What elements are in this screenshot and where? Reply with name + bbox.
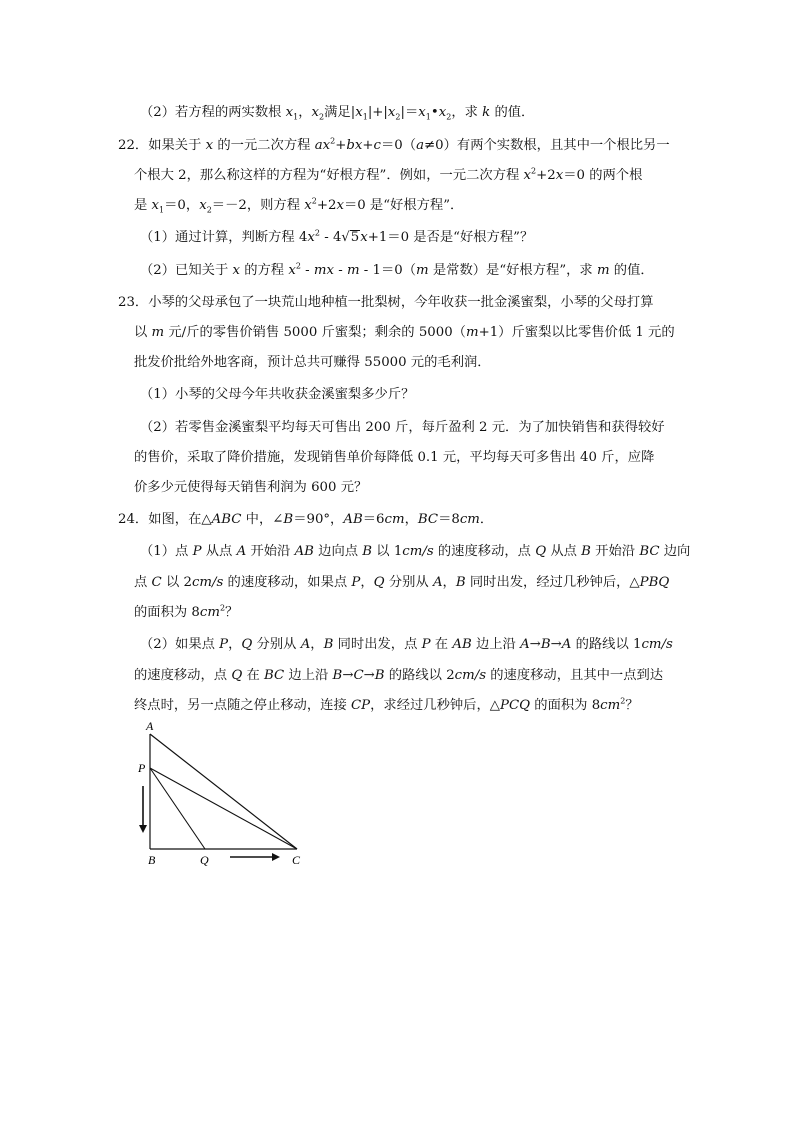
q24-part2-line2: 的速度移动，点 Q 在 BC 边上沿 B→C→B 的路线以 2cm/s 的速度移动，且其中一点到达 <box>134 668 664 683</box>
q22-line3: 是 $x_1=0$，$x_2=-2$，则方程 $x^2+2x=0$ 是“好根方程”． <box>134 196 464 215</box>
q23-part2-line2: 的售价，采取了降价措施，发现销售单价每降低 0.1 元，平均每天可多售出 40 斤，应降 <box>134 450 655 465</box>
q24-part1-line2: 点 C 以 2cm/s 的速度移动，如果点 P，Q 分别从 A，B 同时出发，经过几秒钟后，△PBQ <box>134 575 670 590</box>
label-a: A <box>146 719 154 733</box>
q22-line2: 个根大 2，那么称这样的方程为“好根方程”．例如，一元二次方程 $x^2+2x=0$ 的两个根 <box>134 166 643 183</box>
q22-line1: 22．如果关于 x 的一元二次方程 $ax^2+bx+c=0(a\ne 0)$有两个实数根，且其中一个根比另一 <box>118 136 670 153</box>
q24-part2-line3: 终点时，另一点随之停止移动，连接 CP，求经过几秒钟后，△PCQ 的面积为 $8cm^2$？ <box>134 696 639 713</box>
label-c: C <box>292 853 301 867</box>
label-p: P <box>138 761 146 775</box>
q23-line2: 以 m 元/斤的零售价销售 5000 斤蜜梨；剩余的 5000（m+1）斤蜜梨以比零售价低 1 元的 <box>134 325 675 340</box>
q22-part1: （1）通过计算，判断方程 $4x^2 - 4√5x+1=0$ 是否是“好根方程”？ <box>140 228 534 245</box>
sqrt-sign: √ <box>341 230 350 245</box>
side-ac <box>150 734 297 849</box>
q23-part1: （1）小琴的父母今年共收获金溪蜜梨多少斤？ <box>140 387 415 402</box>
label-q: Q <box>200 853 209 867</box>
segment-pc <box>150 768 297 849</box>
q23-line1: 23．小琴的父母承包了一块荒山地种植一批梨树，今年收获一批金溪蜜梨，小琴的父母打算 <box>118 295 654 310</box>
q24-part2-line1: （2）如果点 P，Q 分别从 A，B 同时出发，点 P 在 AB 边上沿 A→B→A 的路线以 1cm/s <box>140 637 673 652</box>
q22-part2: （2）已知关于 x 的方程 $x^2$ - mx - m - 1＝0（m 是常数）是“好根方程”，求 m 的值． <box>140 261 654 278</box>
q24-part1-line1: （1）点 P 从点 A 开始沿 AB 边向点 B 以 1cm/s 的速度移动，点 Q 从点 B 开始沿 BC 边向 <box>140 544 691 559</box>
q21-part2: （2）若方程的两实数根 $x_1$，$x_2$满足$|x_1|+|x_2|=x_1•x_2$，求 k 的值． <box>140 105 535 122</box>
label-b: B <box>148 853 156 867</box>
q23-line3: 批发价批给外地客商，预计总共可赚得 55000 元的毛利润． <box>134 355 491 370</box>
q24-part1-line3: 的面积为 $8cm^2$？ <box>134 603 239 620</box>
triangle-figure <box>130 718 320 868</box>
segment-pq <box>150 768 205 849</box>
q24-line1: 24．如图，在△ABC 中，∠B＝90°，AB＝6cm，BC＝8cm． <box>118 512 494 527</box>
q23-part2-line3: 价多少元使得每天销售利润为 600 元？ <box>134 480 368 495</box>
q23-part2-line1: （2）若零售金溪蜜梨平均每天可售出 200 斤，每斤盈利 2 元．为了加快销售和获得较好 <box>140 420 665 435</box>
